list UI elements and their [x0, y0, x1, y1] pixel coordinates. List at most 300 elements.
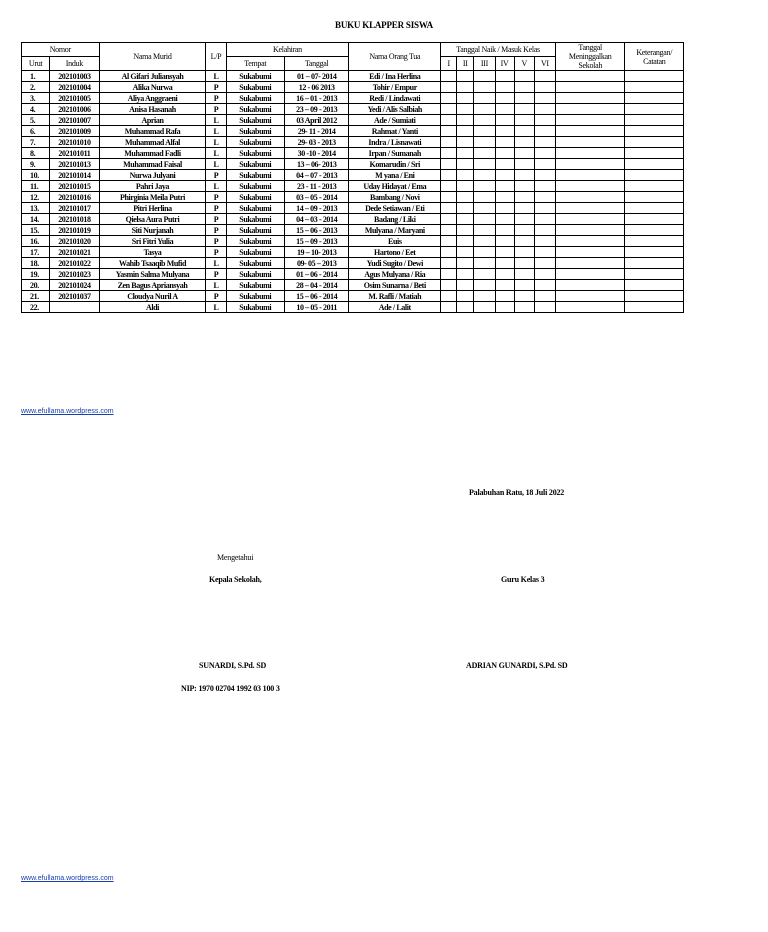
row-meninggalkan-cell: [555, 280, 625, 291]
row-urut: 10.: [22, 170, 50, 181]
row-kelas-6-cell: [534, 258, 555, 269]
row-kelas-5-cell: [514, 302, 534, 313]
row-meninggalkan-cell: [555, 181, 625, 192]
row-kelas-6-cell: [534, 225, 555, 236]
row-kelas-2-cell: [457, 203, 474, 214]
row-tempat: Sukabumi: [226, 82, 284, 93]
row-keterangan-cell: [625, 181, 684, 192]
row-nama-murid: Muhammad Rafa: [99, 126, 206, 137]
row-urut: 1.: [22, 71, 50, 82]
row-induk: 202101013: [50, 159, 99, 170]
row-orang-tua: M yana / Eni: [349, 170, 441, 181]
row-kelas-4-cell: [495, 269, 514, 280]
header-induk: Induk: [50, 57, 99, 71]
row-meninggalkan-cell: [555, 302, 625, 313]
row-nama-murid: Sri Fitri Yulia: [99, 236, 206, 247]
row-urut: 6.: [22, 126, 50, 137]
row-urut: 18.: [22, 258, 50, 269]
table-row: [22, 225, 684, 236]
row-kelas-5-cell: [514, 192, 534, 203]
table-row: [22, 302, 684, 313]
table-row: [22, 115, 684, 126]
row-induk: 202101023: [50, 269, 99, 280]
row-kelas-2-cell: [457, 115, 474, 126]
header-kelas-2: II: [457, 57, 474, 71]
row-kelas-2-cell: [457, 159, 474, 170]
row-kelas-4-cell: [495, 302, 514, 313]
row-kelas-1-cell: [441, 104, 457, 115]
row-kelas-2-cell: [457, 192, 474, 203]
row-kelas-4-cell: [495, 203, 514, 214]
row-keterangan-cell: [625, 93, 684, 104]
row-kelas-2-cell: [457, 181, 474, 192]
row-induk: 202101010: [50, 137, 99, 148]
row-kelas-1-cell: [441, 225, 457, 236]
row-kelas-2-cell: [457, 104, 474, 115]
row-meninggalkan-cell: [555, 258, 625, 269]
row-tanggal: 01 – 07- 2014: [284, 71, 348, 82]
row-kelas-4-cell: [495, 291, 514, 302]
row-kelas-3-cell: [474, 203, 495, 214]
row-kelas-5-cell: [514, 126, 534, 137]
row-kelas-2-cell: [457, 302, 474, 313]
row-tanggal: 01 – 06 - 2014: [284, 269, 348, 280]
row-lp: L: [206, 258, 226, 269]
header-meninggalkan: Tanggal Meninggalkan Sekolah: [555, 43, 625, 71]
row-tempat: Sukabumi: [226, 280, 284, 291]
row-nama-murid: Cloudya Nuril A: [99, 291, 206, 302]
row-nama-murid: Siti Nurjanah: [99, 225, 206, 236]
row-tanggal: 04 – 03 - 2014: [284, 214, 348, 225]
row-nama-murid: Tasya: [99, 247, 206, 258]
row-kelas-6-cell: [534, 247, 555, 258]
table-header: [22, 43, 684, 71]
row-nama-murid: Al Gifari Juliansyah: [99, 71, 206, 82]
row-tempat: Sukabumi: [226, 258, 284, 269]
row-kelas-3-cell: [474, 137, 495, 148]
row-tanggal: 30 -10 - 2014: [284, 148, 348, 159]
row-kelas-3-cell: [474, 214, 495, 225]
row-kelas-3-cell: [474, 159, 495, 170]
row-orang-tua: Agus Mulyana / Ria: [349, 269, 441, 280]
table-row: [22, 93, 684, 104]
row-kelas-1-cell: [441, 236, 457, 247]
kepala-sekolah-label: Kepala Sekolah,: [209, 575, 262, 584]
row-lp: P: [206, 192, 226, 203]
row-orang-tua: Osim Sunarna / Beti: [349, 280, 441, 291]
row-keterangan-cell: [625, 280, 684, 291]
row-kelas-2-cell: [457, 225, 474, 236]
row-lp: L: [206, 280, 226, 291]
row-tempat: Sukabumi: [226, 159, 284, 170]
row-tanggal: 14 – 09 - 2013: [284, 203, 348, 214]
row-kelas-4-cell: [495, 159, 514, 170]
row-keterangan-cell: [625, 291, 684, 302]
row-kelas-5-cell: [514, 291, 534, 302]
row-kelas-1-cell: [441, 203, 457, 214]
row-tanggal: 12 - 06 2013: [284, 82, 348, 93]
row-kelas-5-cell: [514, 225, 534, 236]
row-tanggal: 19 – 10- 2013: [284, 247, 348, 258]
row-keterangan-cell: [625, 214, 684, 225]
row-lp: P: [206, 93, 226, 104]
row-nama-murid: Wahib Tsaaqib Mufid: [99, 258, 206, 269]
table-row: [22, 291, 684, 302]
row-kelas-2-cell: [457, 280, 474, 291]
row-induk: 202101020: [50, 236, 99, 247]
row-tanggal: 13 – 06- 2013: [284, 159, 348, 170]
row-kelas-1-cell: [441, 71, 457, 82]
row-tempat: Sukabumi: [226, 236, 284, 247]
header-naik-kelas: Tanggal Naik / Masuk Kelas: [441, 43, 556, 57]
row-lp: P: [206, 247, 226, 258]
row-tanggal: 16 – 01 - 2013: [284, 93, 348, 104]
row-urut: 8.: [22, 148, 50, 159]
row-tanggal: 15 – 09 - 2013: [284, 236, 348, 247]
row-kelas-1-cell: [441, 181, 457, 192]
row-nama-murid: Nurwa Julyani: [99, 170, 206, 181]
row-kelas-6-cell: [534, 71, 555, 82]
row-orang-tua: Rahmat / Yanti: [349, 126, 441, 137]
row-kelas-6-cell: [534, 126, 555, 137]
row-kelas-3-cell: [474, 280, 495, 291]
row-orang-tua: Ade / Lalit: [349, 302, 441, 313]
row-tanggal: 03 – 05 - 2014: [284, 192, 348, 203]
row-lp: P: [206, 214, 226, 225]
row-kelas-5-cell: [514, 159, 534, 170]
table-row: [22, 148, 684, 159]
row-nama-murid: Pitri Herlina: [99, 203, 206, 214]
row-meninggalkan-cell: [555, 93, 625, 104]
row-urut: 17.: [22, 247, 50, 258]
guru-kelas-name: ADRIAN GUNARDI, S.Pd. SD: [466, 661, 568, 670]
header-kelahiran: Kelahiran: [226, 43, 349, 57]
row-kelas-5-cell: [514, 269, 534, 280]
row-kelas-6-cell: [534, 280, 555, 291]
row-kelas-3-cell: [474, 93, 495, 104]
table-row: [22, 170, 684, 181]
row-kelas-3-cell: [474, 258, 495, 269]
table-row: [22, 258, 684, 269]
row-kelas-5-cell: [514, 148, 534, 159]
row-urut: 20.: [22, 280, 50, 291]
row-induk: 202101015: [50, 181, 99, 192]
row-kelas-1-cell: [441, 258, 457, 269]
row-keterangan-cell: [625, 302, 684, 313]
row-kelas-2-cell: [457, 137, 474, 148]
row-urut: 19.: [22, 269, 50, 280]
row-meninggalkan-cell: [555, 71, 625, 82]
row-kelas-5-cell: [514, 82, 534, 93]
row-kelas-4-cell: [495, 236, 514, 247]
row-keterangan-cell: [625, 247, 684, 258]
row-kelas-5-cell: [514, 137, 534, 148]
header-kelas-1: I: [441, 57, 457, 71]
header-tanggal: Tanggal: [284, 57, 348, 71]
row-tempat: Sukabumi: [226, 93, 284, 104]
row-meninggalkan-cell: [555, 159, 625, 170]
row-tanggal: 04 – 07 - 2013: [284, 170, 348, 181]
row-kelas-6-cell: [534, 115, 555, 126]
row-kelas-4-cell: [495, 280, 514, 291]
row-tanggal: 28 – 04 - 2014: [284, 280, 348, 291]
row-keterangan-cell: [625, 170, 684, 181]
row-nama-murid: Anisa Hasanah: [99, 104, 206, 115]
website-link-top[interactable]: www.efullama.wordpress.com: [21, 408, 114, 415]
table-body: [22, 71, 684, 313]
row-kelas-2-cell: [457, 269, 474, 280]
row-orang-tua: Yedi / Alis Salbiah: [349, 104, 441, 115]
row-kelas-3-cell: [474, 181, 495, 192]
row-meninggalkan-cell: [555, 115, 625, 126]
row-kelas-1-cell: [441, 214, 457, 225]
row-kelas-1-cell: [441, 137, 457, 148]
kepala-sekolah-name: SUNARDI, S.Pd. SD: [199, 661, 267, 670]
row-tempat: Sukabumi: [226, 126, 284, 137]
row-meninggalkan-cell: [555, 192, 625, 203]
row-tempat: Sukabumi: [226, 104, 284, 115]
table-row: [22, 247, 684, 258]
row-induk: 202101024: [50, 280, 99, 291]
row-kelas-3-cell: [474, 291, 495, 302]
row-kelas-1-cell: [441, 82, 457, 93]
row-lp: L: [206, 181, 226, 192]
row-kelas-5-cell: [514, 181, 534, 192]
row-kelas-3-cell: [474, 170, 495, 181]
row-urut: 22.: [22, 302, 50, 313]
table-row: [22, 104, 684, 115]
row-kelas-2-cell: [457, 71, 474, 82]
row-lp: L: [206, 159, 226, 170]
row-keterangan-cell: [625, 126, 684, 137]
row-tanggal: 03 April 2012: [284, 115, 348, 126]
row-kelas-5-cell: [514, 280, 534, 291]
row-meninggalkan-cell: [555, 170, 625, 181]
header-nama-murid: Nama Murid: [99, 43, 206, 71]
row-kelas-6-cell: [534, 104, 555, 115]
row-kelas-6-cell: [534, 302, 555, 313]
row-tanggal: 15 – 06 - 2013: [284, 225, 348, 236]
row-kelas-2-cell: [457, 126, 474, 137]
table-row: [22, 82, 684, 93]
row-induk: 202101037: [50, 291, 99, 302]
row-urut: 14.: [22, 214, 50, 225]
row-kelas-4-cell: [495, 104, 514, 115]
row-tempat: Sukabumi: [226, 269, 284, 280]
row-kelas-2-cell: [457, 148, 474, 159]
row-nama-murid: Muhammad Alfal: [99, 137, 206, 148]
row-tempat: Sukabumi: [226, 203, 284, 214]
row-keterangan-cell: [625, 269, 684, 280]
row-kelas-1-cell: [441, 170, 457, 181]
row-kelas-6-cell: [534, 159, 555, 170]
row-induk: 202101021: [50, 247, 99, 258]
row-tanggal: 09- 05 – 2013: [284, 258, 348, 269]
mengetahui-label: Mengetahui: [217, 553, 254, 562]
row-kelas-1-cell: [441, 93, 457, 104]
row-meninggalkan-cell: [555, 126, 625, 137]
row-lp: P: [206, 236, 226, 247]
row-nama-murid: Zen Bagus Apriansyah: [99, 280, 206, 291]
row-kelas-5-cell: [514, 104, 534, 115]
row-orang-tua: Yudi Sugito / Dewi: [349, 258, 441, 269]
table-row: [22, 203, 684, 214]
row-meninggalkan-cell: [555, 269, 625, 280]
row-kelas-5-cell: [514, 258, 534, 269]
row-orang-tua: Komarudin / Sri: [349, 159, 441, 170]
row-tempat: Sukabumi: [226, 115, 284, 126]
document-title: BUKU KLAPPER SISWA: [335, 20, 433, 30]
row-urut: 16.: [22, 236, 50, 247]
row-tanggal: 15 – 06 - 2014: [284, 291, 348, 302]
row-kelas-3-cell: [474, 269, 495, 280]
row-kelas-1-cell: [441, 280, 457, 291]
row-urut: 11.: [22, 181, 50, 192]
website-link-bottom[interactable]: www.efullama.wordpress.com: [21, 875, 114, 882]
row-induk: [50, 302, 99, 313]
place-date: Palabuhan Ratu, 18 Juli 2022: [469, 488, 565, 497]
row-kelas-1-cell: [441, 159, 457, 170]
row-kelas-6-cell: [534, 137, 555, 148]
table-row: [22, 192, 684, 203]
row-lp: L: [206, 137, 226, 148]
row-kelas-3-cell: [474, 82, 495, 93]
row-kelas-4-cell: [495, 93, 514, 104]
row-urut: 12.: [22, 192, 50, 203]
row-lp: L: [206, 115, 226, 126]
row-nama-murid: Yasmin Salma Mulyana: [99, 269, 206, 280]
row-kelas-4-cell: [495, 115, 514, 126]
table-row: [22, 280, 684, 291]
row-kelas-6-cell: [534, 203, 555, 214]
row-nama-murid: Aliya Anggraeni: [99, 93, 206, 104]
row-lp: P: [206, 82, 226, 93]
row-urut: 2.: [22, 82, 50, 93]
row-kelas-2-cell: [457, 236, 474, 247]
row-orang-tua: Bambang / Novi: [349, 192, 441, 203]
row-induk: 202101019: [50, 225, 99, 236]
row-kelas-4-cell: [495, 214, 514, 225]
row-kelas-2-cell: [457, 170, 474, 181]
nip-number: NIP: 1970 02704 1992 03 100 3: [181, 684, 280, 693]
row-nama-murid: Alika Nurwa: [99, 82, 206, 93]
row-kelas-6-cell: [534, 93, 555, 104]
header-keterangan: Keterangan/ Catatan: [625, 43, 684, 71]
row-tanggal: 10 – 05 - 2011: [284, 302, 348, 313]
row-nama-murid: Muhammad Faisal: [99, 159, 206, 170]
row-urut: 15.: [22, 225, 50, 236]
row-orang-tua: Ade / Sumiati: [349, 115, 441, 126]
row-nama-murid: Phirginia Meila Putri: [99, 192, 206, 203]
row-meninggalkan-cell: [555, 236, 625, 247]
row-kelas-4-cell: [495, 247, 514, 258]
table-row: [22, 126, 684, 137]
row-lp: L: [206, 148, 226, 159]
row-kelas-3-cell: [474, 302, 495, 313]
row-lp: L: [206, 302, 226, 313]
header-kelas-4: IV: [495, 57, 514, 71]
header-kelas-6: VI: [534, 57, 555, 71]
row-kelas-2-cell: [457, 214, 474, 225]
row-kelas-6-cell: [534, 148, 555, 159]
row-induk: 202101018: [50, 214, 99, 225]
row-urut: 4.: [22, 104, 50, 115]
row-tempat: Sukabumi: [226, 291, 284, 302]
row-nama-murid: Qielsa Aura Putri: [99, 214, 206, 225]
row-lp: P: [206, 225, 226, 236]
row-meninggalkan-cell: [555, 104, 625, 115]
table-row: [22, 137, 684, 148]
header-tempat: Tempat: [226, 57, 284, 71]
row-kelas-4-cell: [495, 71, 514, 82]
row-kelas-3-cell: [474, 148, 495, 159]
row-tempat: Sukabumi: [226, 214, 284, 225]
row-orang-tua: Hartono / Eet: [349, 247, 441, 258]
row-kelas-5-cell: [514, 115, 534, 126]
row-orang-tua: Dede Setiawan / Eti: [349, 203, 441, 214]
row-induk: 202101011: [50, 148, 99, 159]
row-induk: 202101006: [50, 104, 99, 115]
row-induk: 202101016: [50, 192, 99, 203]
row-keterangan-cell: [625, 137, 684, 148]
row-urut: 9.: [22, 159, 50, 170]
row-tempat: Sukabumi: [226, 71, 284, 82]
row-nama-murid: Aprian: [99, 115, 206, 126]
row-kelas-4-cell: [495, 126, 514, 137]
table-row: [22, 71, 684, 82]
row-kelas-3-cell: [474, 247, 495, 258]
header-kelas-5: V: [514, 57, 534, 71]
row-kelas-4-cell: [495, 225, 514, 236]
row-meninggalkan-cell: [555, 148, 625, 159]
row-induk: 202101004: [50, 82, 99, 93]
row-keterangan-cell: [625, 115, 684, 126]
row-lp: P: [206, 269, 226, 280]
row-meninggalkan-cell: [555, 82, 625, 93]
row-meninggalkan-cell: [555, 225, 625, 236]
row-kelas-3-cell: [474, 115, 495, 126]
row-kelas-2-cell: [457, 93, 474, 104]
row-tanggal: 23 - 11 - 2013: [284, 181, 348, 192]
row-kelas-1-cell: [441, 126, 457, 137]
row-kelas-6-cell: [534, 82, 555, 93]
row-induk: 202101005: [50, 93, 99, 104]
row-induk: 202101017: [50, 203, 99, 214]
row-urut: 13.: [22, 203, 50, 214]
row-lp: L: [206, 126, 226, 137]
row-orang-tua: Badang / Liki: [349, 214, 441, 225]
row-kelas-2-cell: [457, 258, 474, 269]
row-induk: 202101003: [50, 71, 99, 82]
row-kelas-4-cell: [495, 148, 514, 159]
row-nama-murid: Pahri Jaya: [99, 181, 206, 192]
row-urut: 5.: [22, 115, 50, 126]
row-kelas-3-cell: [474, 104, 495, 115]
row-urut: 7.: [22, 137, 50, 148]
row-kelas-1-cell: [441, 302, 457, 313]
header-urut: Urut: [22, 57, 50, 71]
header-orang-tua: Nama Orang Tua: [349, 43, 441, 71]
row-tanggal: 29- 03 - 2013: [284, 137, 348, 148]
row-kelas-3-cell: [474, 71, 495, 82]
row-kelas-5-cell: [514, 247, 534, 258]
row-orang-tua: Indra / Lisnawati: [349, 137, 441, 148]
table-row: [22, 236, 684, 247]
row-keterangan-cell: [625, 203, 684, 214]
row-nama-murid: Muhammad Fadli: [99, 148, 206, 159]
row-keterangan-cell: [625, 225, 684, 236]
row-kelas-4-cell: [495, 258, 514, 269]
